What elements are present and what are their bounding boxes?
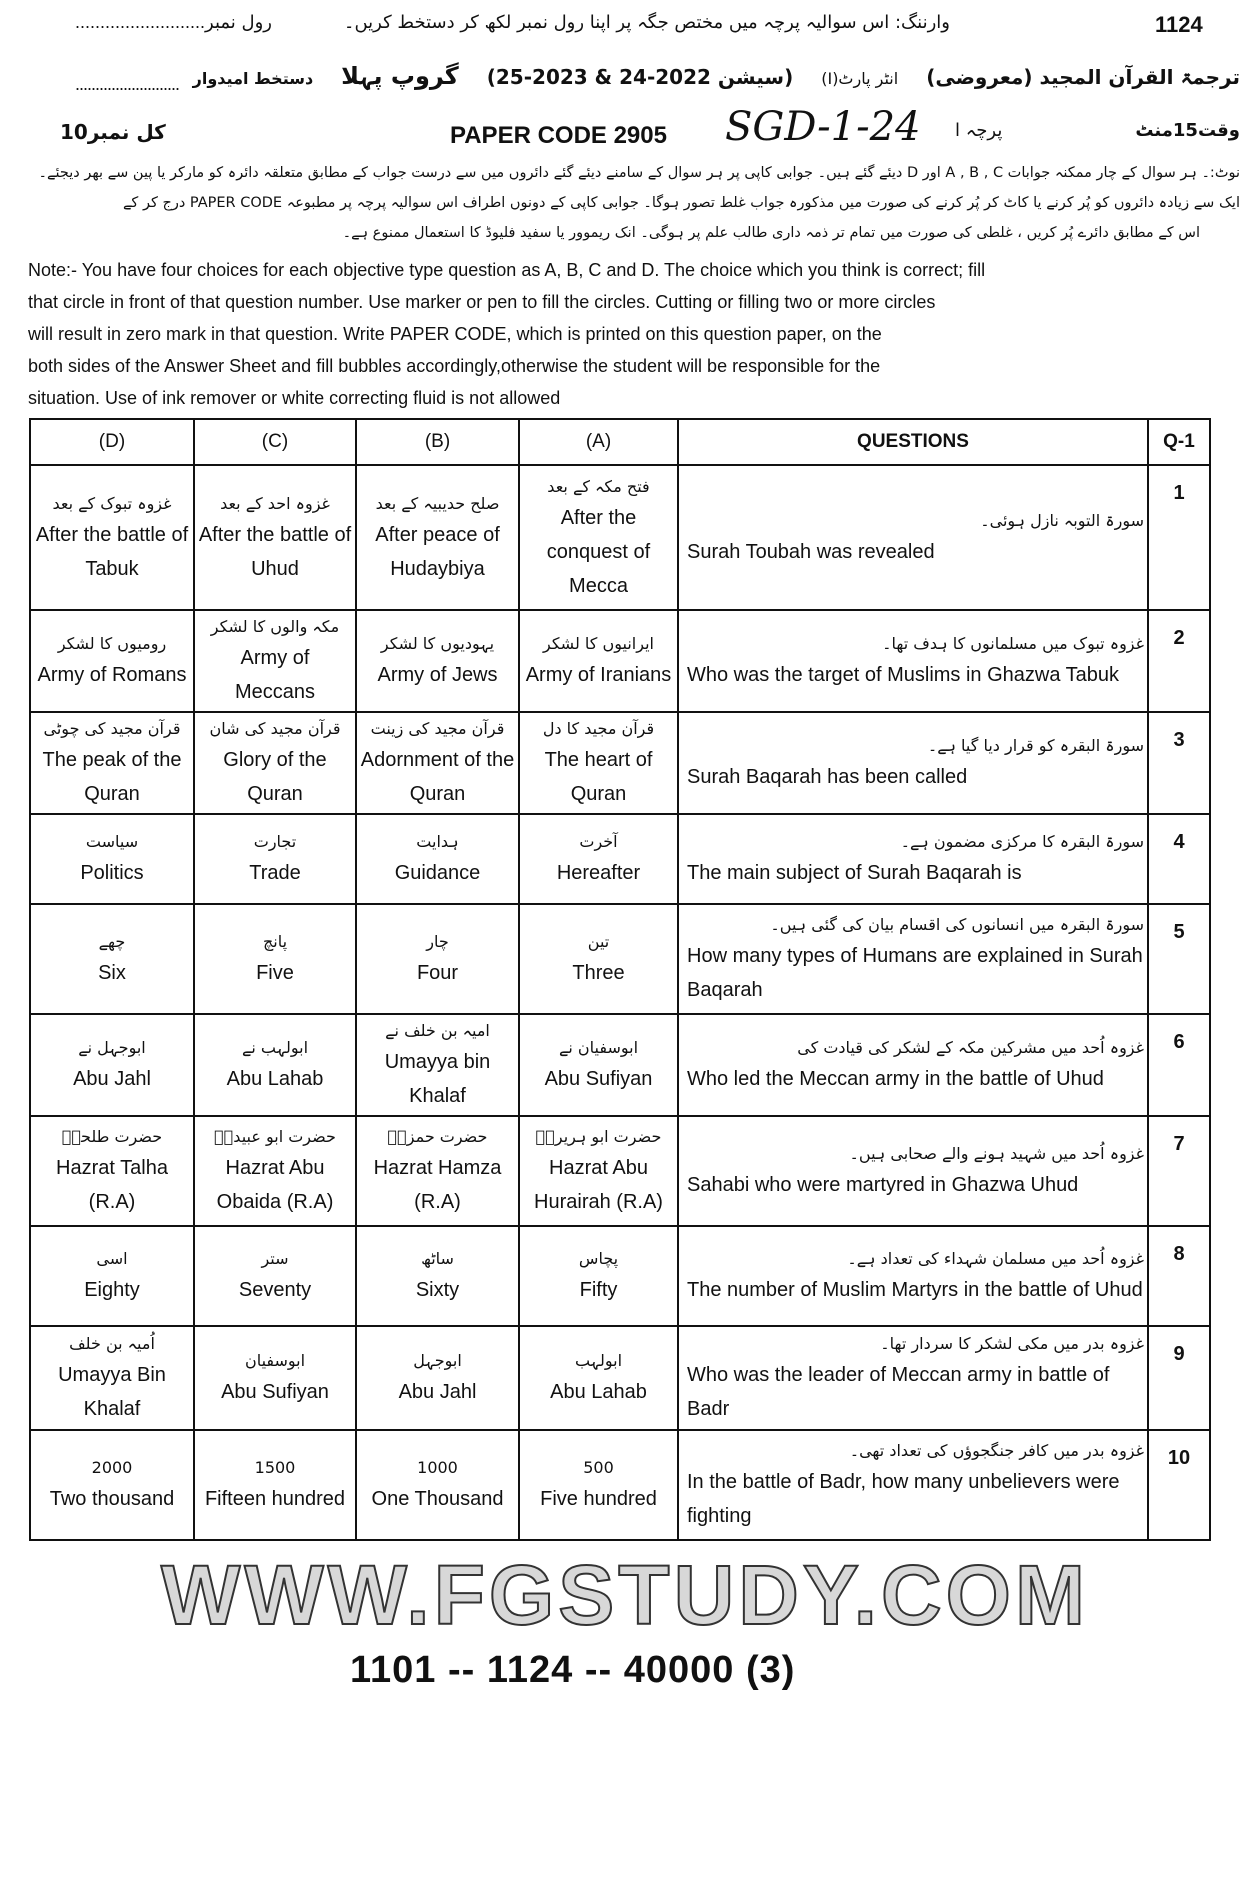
option-d [30, 1014, 194, 1116]
option-a [519, 814, 678, 904]
table-row [30, 904, 1210, 1014]
option-c-urdu: 1500 [254, 1458, 296, 1477]
option-d-english: Abu Jahl [73, 1068, 151, 1090]
option-a [519, 610, 678, 712]
option-b-english: Hazrat Hamza (R.A) [373, 1157, 502, 1213]
english-note-line: both sides of the Answer Sheet and fill bubbles accordingly,otherwise the student will be responsible for the [28, 356, 881, 376]
option-d-english: Hazrat Talha (R.A) [56, 1157, 168, 1213]
option-d-urdu: غزوہ تبوک کے بعد [52, 493, 172, 513]
option-c-urdu: ستر [261, 1249, 289, 1268]
option-b-english: Guidance [394, 862, 481, 884]
question-number: 1 [1148, 465, 1210, 610]
part: انٹر پارٹ(I) [821, 69, 899, 88]
option-a-urdu: آخرت [579, 832, 618, 851]
session: (سیشن 2022-24 & 2023-25) [486, 65, 794, 89]
question [678, 610, 1148, 712]
option-d-urdu: رومیوں کا لشکر [57, 634, 167, 653]
header-b: (B) [356, 419, 519, 465]
question [678, 1226, 1148, 1326]
table-row [30, 465, 1210, 610]
header-d: (D) [30, 419, 194, 465]
option-d [30, 1116, 194, 1226]
option-d-urdu: قرآن مجید کی چوٹی [43, 719, 181, 738]
option-b-english: Army of Jews [377, 664, 498, 686]
option-b [356, 1326, 519, 1430]
table-header-row [30, 419, 1210, 465]
group: گروپ پہلا [341, 62, 459, 90]
option-b [356, 712, 519, 814]
urdu-note-line: نوٹ:۔ ہر سوال کے چار ممکنہ جوابات A , B , C اور D دیئے گئے ہیں۔ جوابی کاپی پر ہر سوال کے سامنے دیئے گئے دائروں میں سے درست جواب کے مطابق متعلقہ دائرہ کو مارکر یا پین سے بھر دیجئے۔ [38, 165, 1240, 181]
question-urdu: غزوہ اُحد میں شہید ہونے والے صحابی ہیں۔ [849, 1144, 1144, 1163]
option-d-english: Umayya Bin Khalaf [58, 1364, 166, 1420]
question [678, 465, 1148, 610]
question-english: Who was the leader of Meccan army in battle of Badr [687, 1364, 1110, 1420]
watermark: WWW.FGSTUDY.COM [161, 1548, 1089, 1642]
option-d [30, 610, 194, 712]
option-a-english: Five hundred [540, 1488, 657, 1510]
option-c [194, 1116, 356, 1226]
option-c [194, 1430, 356, 1540]
option-a-english: Army of Iranians [525, 664, 672, 686]
option-c [194, 1326, 356, 1430]
option-a [519, 904, 678, 1014]
option-d-english: The peak of the Quran [42, 749, 182, 805]
option-c-urdu: ابوسفیان [244, 1351, 306, 1370]
option-a [519, 1014, 678, 1116]
question-english: Sahabi who were martyred in Ghazwa Uhud [687, 1174, 1079, 1196]
option-c-english: Five [256, 962, 294, 984]
paper-label: پرچہ ا [955, 120, 1003, 141]
option-a-english: Hereafter [556, 862, 641, 884]
option-a-english: Three [572, 962, 625, 984]
option-b [356, 1226, 519, 1326]
option-a-english: Abu Sufiyan [544, 1068, 653, 1090]
table-row [30, 610, 1210, 712]
table-row [30, 1326, 1210, 1430]
roll-no-label: رول نمبر [205, 12, 272, 33]
table-row [30, 1116, 1210, 1226]
option-d-english: Six [98, 962, 126, 984]
option-c-urdu: حضرت ابو عبیدہؓ [214, 1127, 336, 1146]
option-b [356, 1430, 519, 1540]
option-a-urdu: ایرانیوں کا لشکر [543, 634, 654, 653]
option-d [30, 814, 194, 904]
table-row [30, 712, 1210, 814]
option-c [194, 1014, 356, 1116]
board-code: 1124 [1155, 12, 1203, 37]
option-a-urdu: ابولہب [574, 1351, 623, 1370]
option-d-english: Politics [80, 862, 144, 884]
option-a-urdu: فتح مکہ کے بعد [547, 476, 650, 496]
handwritten-code: SGD-1-24 [725, 104, 921, 150]
question-number: 3 [1148, 712, 1210, 814]
option-b-english: Umayya bin Khalaf [384, 1051, 491, 1107]
option-c-english: Abu Sufiyan [221, 1381, 329, 1403]
question-urdu: سورۃ البقرہ کا مرکزی مضمون ہے۔ [900, 832, 1144, 851]
option-a-english: Abu Lahab [550, 1381, 647, 1403]
option-b [356, 610, 519, 712]
question-urdu: غزوہ اُحد میں مسلمان شہداء کی تعداد ہے۔ [847, 1249, 1144, 1268]
option-b-english: After peace of Hudaybiya [375, 523, 500, 580]
roll-no-field[interactable]: ..........................رول نمبر [75, 12, 272, 33]
option-a [519, 1226, 678, 1326]
option-b [356, 1116, 519, 1226]
option-c-english: Glory of the Quran [223, 749, 327, 805]
english-note [28, 254, 1178, 414]
question-english: Surah Baqarah has been called [687, 766, 968, 788]
option-c-english: Fifteen hundred [204, 1488, 346, 1510]
option-b-urdu: صلح حدیبیہ کے بعد [375, 493, 500, 513]
english-note-line: will result in zero mark in that question. Write PAPER CODE, which is printed on this question paper, on the [28, 324, 882, 344]
question-english: Who led the Meccan army in the battle of Uhud [687, 1068, 1104, 1090]
table-row [30, 1430, 1210, 1540]
question-number: 5 [1148, 904, 1210, 1014]
option-d [30, 904, 194, 1014]
question-english: Surah Toubah was revealed [687, 540, 935, 563]
option-d-urdu: اسی [96, 1249, 128, 1268]
option-d-english: Two thousand [49, 1488, 175, 1510]
option-b-english: One Thousand [371, 1488, 504, 1510]
option-c-urdu: غزوہ احد کے بعد [220, 493, 330, 513]
question-number: 4 [1148, 814, 1210, 904]
option-c-urdu: تجارت [253, 832, 297, 851]
option-b-english: Sixty [415, 1279, 460, 1301]
question-urdu: غزوہ بدر میں کافر جنگجوؤں کی تعداد تھی۔ [849, 1441, 1144, 1460]
option-c-english: Hazrat Abu Obaida (R.A) [216, 1157, 334, 1213]
urdu-note [10, 158, 1240, 248]
header-c: (C) [194, 419, 356, 465]
question [678, 904, 1148, 1014]
option-d-urdu: ابوجہل نے [78, 1038, 146, 1057]
question-english: The main subject of Surah Baqarah is [687, 862, 1022, 884]
option-c-english: Trade [249, 862, 301, 884]
option-d-urdu: اُمیہ بن خلف [69, 1334, 155, 1353]
question-english: The number of Muslim Martyrs in the battle of Uhud [687, 1279, 1143, 1301]
option-b-urdu: یہودیوں کا لشکر [380, 634, 495, 653]
option-a-english: Hazrat Abu Hurairah (R.A) [534, 1157, 663, 1213]
header-a: (A) [519, 419, 678, 465]
option-b-english: Abu Jahl [398, 1381, 477, 1403]
option-a-urdu: 500 [583, 1458, 614, 1477]
option-b [356, 465, 519, 610]
question-english: How many types of Humans are explained in Surah Baqarah [687, 945, 1143, 1001]
option-a-english: Fifty [579, 1279, 618, 1301]
english-note-line: that circle in front of that question number. Use marker or pen to fill the circles. Cutting or filling two or more circles [28, 292, 936, 312]
option-a-urdu: حضرت ابو ہریرہؓ [535, 1127, 662, 1146]
option-c-urdu: ابولہب نے [241, 1038, 309, 1057]
paper-code: PAPER CODE 2905 [450, 122, 667, 149]
option-b-urdu: ابوجہل [413, 1351, 462, 1370]
option-c-english: Abu Lahab [226, 1068, 324, 1090]
option-a [519, 1326, 678, 1430]
question [678, 1326, 1148, 1430]
option-a-urdu: پچاس [578, 1249, 619, 1268]
subject: ترجمۃ القرآن المجید (معروضی) [926, 65, 1240, 89]
option-a [519, 465, 678, 610]
question [678, 1116, 1148, 1226]
option-b-urdu: 1000 [417, 1458, 458, 1477]
option-c [194, 610, 356, 712]
option-b-english: Four [416, 962, 459, 984]
option-a-urdu: قرآن مجید کا دل [542, 719, 655, 738]
option-c [194, 904, 356, 1014]
header-q1: Q-1 [1148, 419, 1210, 465]
option-a [519, 1430, 678, 1540]
signature-field[interactable]: .......................... [75, 74, 180, 94]
total-marks: کل نمبر10 [60, 120, 166, 144]
footer-code: 1101 -- 1124 -- 40000 (3) [350, 1649, 796, 1691]
questions-table [29, 418, 1211, 1541]
option-d-urdu: سیاست [85, 832, 139, 851]
question [678, 814, 1148, 904]
option-c [194, 465, 356, 610]
option-d [30, 712, 194, 814]
option-d-urdu: چھے [98, 932, 126, 951]
option-b-urdu: حضرت حمزہؓ [387, 1127, 488, 1146]
option-a [519, 1116, 678, 1226]
question-number: 6 [1148, 1014, 1210, 1116]
table-row [30, 1226, 1210, 1326]
option-d-english: Eighty [84, 1279, 140, 1301]
content-flow [10, 158, 1240, 1695]
question-english: Who was the target of Muslims in Ghazwa Tabuk [687, 664, 1120, 686]
question-english: In the battle of Badr, how many unbelievers were fighting [687, 1471, 1120, 1527]
header-questions: QUESTIONS [678, 419, 1148, 465]
option-b-urdu: قرآن مجید کی زینت [370, 719, 505, 738]
question-number: 2 [1148, 610, 1210, 712]
option-b-urdu: ساٹھ [421, 1249, 454, 1268]
urdu-note-line: اس کے مطابق دائرے پُر کریں ، غلطی کی صورت میں تمام تر ذمہ داری طالب علم پر ہوگی۔ انک ریموور یا سفید فلیوڈ کا استعمال ممنوع ہے۔ [342, 225, 1200, 241]
option-a-urdu: تین [587, 932, 610, 951]
option-c [194, 712, 356, 814]
time: وقت15منٹ [1135, 120, 1240, 141]
option-b [356, 904, 519, 1014]
option-c-english: Seventy [238, 1279, 312, 1301]
signature-label: دستخط امیدوار [192, 69, 314, 88]
option-d-urdu: 2000 [91, 1458, 133, 1477]
question [678, 1430, 1148, 1540]
option-b-urdu: چار [426, 932, 449, 951]
question-urdu: غزوہ اُحد میں مشرکین مکہ کے لشکر کی قیادت کی [797, 1038, 1144, 1057]
option-c-urdu: پانچ [262, 932, 288, 951]
option-a-english: The heart of Quran [544, 749, 653, 805]
option-c-english: After the battle of Uhud [198, 523, 352, 580]
question-urdu: سورۃ البقرہ کو قرار دیا گیا ہے۔ [927, 736, 1144, 755]
english-note-line: situation. Use of ink remover or white correcting fluid is not allowed [28, 388, 561, 408]
option-a-urdu: ابوسفیان نے [558, 1038, 639, 1057]
table-row [30, 814, 1210, 904]
question [678, 1014, 1148, 1116]
option-a-english: After the conquest of Mecca [546, 506, 651, 597]
urdu-note-line: ایک سے زیادہ دائروں کو پُر کرنے یا کاٹ کر پُر کرنے کی صورت میں مذکورہ جواب غلط تصور ہوگا۔ جوابی کاپی کے دونوں اطراف اس سوالیہ پرچہ پر مطبوعہ PAPER CODE درج کر کے [122, 195, 1240, 211]
option-d-english: Army of Romans [37, 664, 187, 686]
option-a [519, 712, 678, 814]
question-urdu: سورۃ البقرہ میں انسانوں کی اقسام بیان کی گئی ہیں۔ [770, 915, 1144, 934]
option-d [30, 1430, 194, 1540]
option-c-english: Army of Meccans [234, 647, 316, 703]
question-urdu: غزوہ بدر میں مکی لشکر کا سردار تھا۔ [880, 1334, 1144, 1353]
option-c-urdu: قرآن مجید کی شان [209, 719, 341, 738]
english-note-line: Note:- You have four choices for each objective type question as A, B, C and D. The choice which you think is correct; fill [28, 260, 986, 280]
question [678, 712, 1148, 814]
question-number: 7 [1148, 1116, 1210, 1226]
warning-text: وارننگ: اس سوالیہ پرچہ میں مختص جگہ پر اپنا رول نمبر لکھ کر دستخط کریں۔ [343, 12, 950, 33]
option-b-urdu: ہدایت [416, 832, 459, 851]
option-b [356, 1014, 519, 1116]
title-line [193, 62, 1240, 90]
option-d-english: After the battle of Tabuk [35, 523, 189, 580]
option-d [30, 1226, 194, 1326]
option-d [30, 1326, 194, 1430]
option-c [194, 814, 356, 904]
option-b-english: Adornment of the Quran [360, 749, 515, 805]
question-number: 8 [1148, 1226, 1210, 1326]
option-d [30, 465, 194, 610]
option-c [194, 1226, 356, 1326]
question-number: 10 [1148, 1430, 1210, 1540]
question-urdu: سورۃ التوبہ نازل ہوئی۔ [980, 510, 1144, 530]
option-d-urdu: حضرت طلحہؓ [61, 1127, 163, 1146]
option-c-urdu: مکہ والوں کا لشکر [210, 617, 340, 636]
table-row [30, 1014, 1210, 1116]
option-b [356, 814, 519, 904]
option-b-urdu: امیہ بن خلف نے [385, 1021, 490, 1040]
question-urdu: غزوہ تبوک میں مسلمانوں کا ہدف تھا۔ [882, 634, 1144, 653]
question-number: 9 [1148, 1326, 1210, 1430]
